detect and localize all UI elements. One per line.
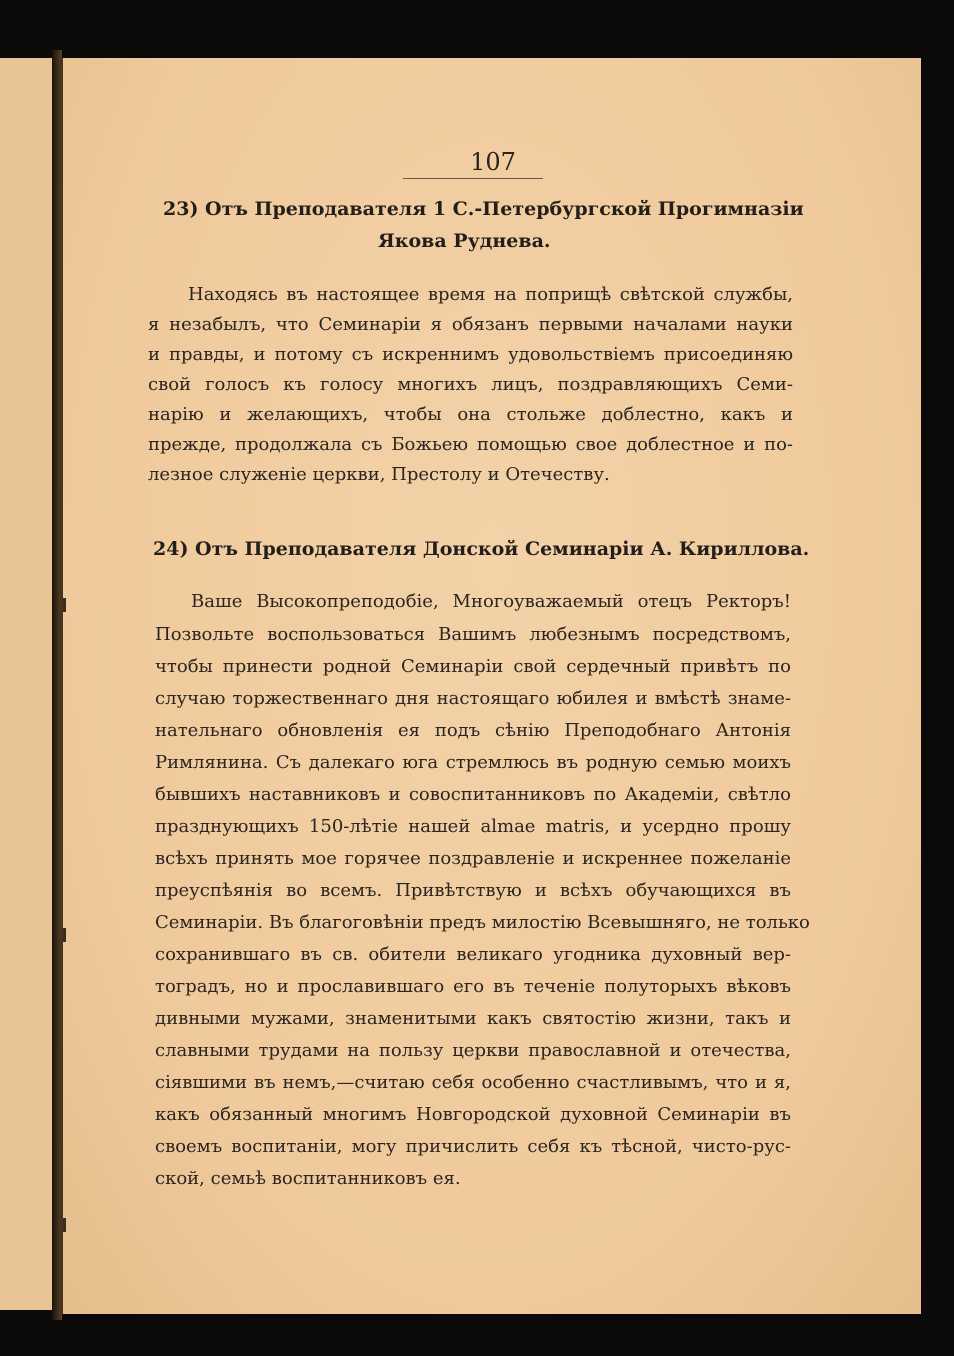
left-page-edge [0,58,54,1310]
section-24-line: тоградъ, но и прославившаго его въ теченіе полуторыхъ вѣковъ [155,976,791,997]
section-24-line: дивными мужами, знаменитыми какъ святостію жизни, такъ и [155,1008,791,1029]
section-24-line: нательнаго обновленія ея подъ сѣнію Преподобнаго Антонія [155,720,791,741]
section-24-line: сіявшими въ немъ,—считаю себя особенно счастливымъ, что и я, [155,1072,791,1093]
section-24-line: своемъ воспитаніи, могу причислить себя къ тѣсной, чисто-рус- [155,1136,791,1157]
section-24-line: бывшихъ наставниковъ и совоспитанниковъ по Академіи, свѣтло [155,784,791,805]
section-24-line: сохранившаго въ св. обители великаго угодника духовный вер- [155,944,791,965]
book-page [60,58,921,1314]
section-23-line: нарію и желающихъ, чтобы она стольже доблестно, какъ и [148,404,793,425]
binding-mark [63,928,66,942]
section-23-line: прежде, продолжала съ Божьею помощью свое доблестное и по- [148,434,793,455]
binding-mark [63,1218,66,1232]
page-number-rule [403,178,543,179]
section-23-line: Находясь въ настоящее время на поприщѣ свѣтской службы, [188,284,793,305]
section-24-line: преуспѣянія во всемъ. Привѣтствую и всѣхъ обучающихся въ [155,880,791,901]
section-23-line: лезное служеніе церкви, Престолу и Отечеству. [148,464,610,485]
section-24-line: Семинаріи. Въ благоговѣніи предъ милостію Всевышняго, не только [155,912,810,933]
section-24-line: Римлянина. Съ далекаго юга стремлюсь въ родную семью моихъ [155,752,791,773]
section-24-line: всѣхъ принять мое горячее поздравленіе и искреннее пожеланіе [155,848,791,869]
section-24-line: Позвольте воспользоваться Вашимъ любезнымъ посредствомъ, [155,624,791,645]
page-number: 107 [470,148,516,176]
section-23-heading-line-1: 23) Отъ Преподавателя 1 С.-Петербургской Прогимназіи [163,198,804,220]
section-24-line: славными трудами на пользу церкви православной и отечества, [155,1040,791,1061]
section-24-line: ской, семьѣ воспитанниковъ ея. [155,1168,461,1189]
section-24-line: празднующихъ 150-лѣтіе нашей almae matris, и усердно прошу [155,816,791,837]
section-24-heading: 24) Отъ Преподавателя Донской Семинаріи А. Кириллова. [153,538,810,560]
section-24-line: какъ обязанный многимъ Новгородской духовной Семинаріи въ [155,1104,791,1125]
section-23-line: и правды, и потому съ искреннимъ удовольствіемъ присоединяю [148,344,793,365]
section-23-line: свой голосъ къ голосу многихъ лицъ, поздравляющихъ Семи- [148,374,793,395]
binding-mark [63,598,66,612]
section-23-heading-line-2: Якова Руднева. [378,230,551,252]
section-24-line: случаю торжественнаго дня настоящаго юбилея и вмѣстѣ знаме- [155,688,791,709]
section-24-line: чтобы принести родной Семинаріи свой сердечный привѣтъ по [155,656,791,677]
section-24-line: Ваше Высокопреподобіе, Многоуважаемый отецъ Ректоръ! [191,591,791,612]
section-23-line: я незабылъ, что Семинаріи я обязанъ первыми началами науки [148,314,793,335]
